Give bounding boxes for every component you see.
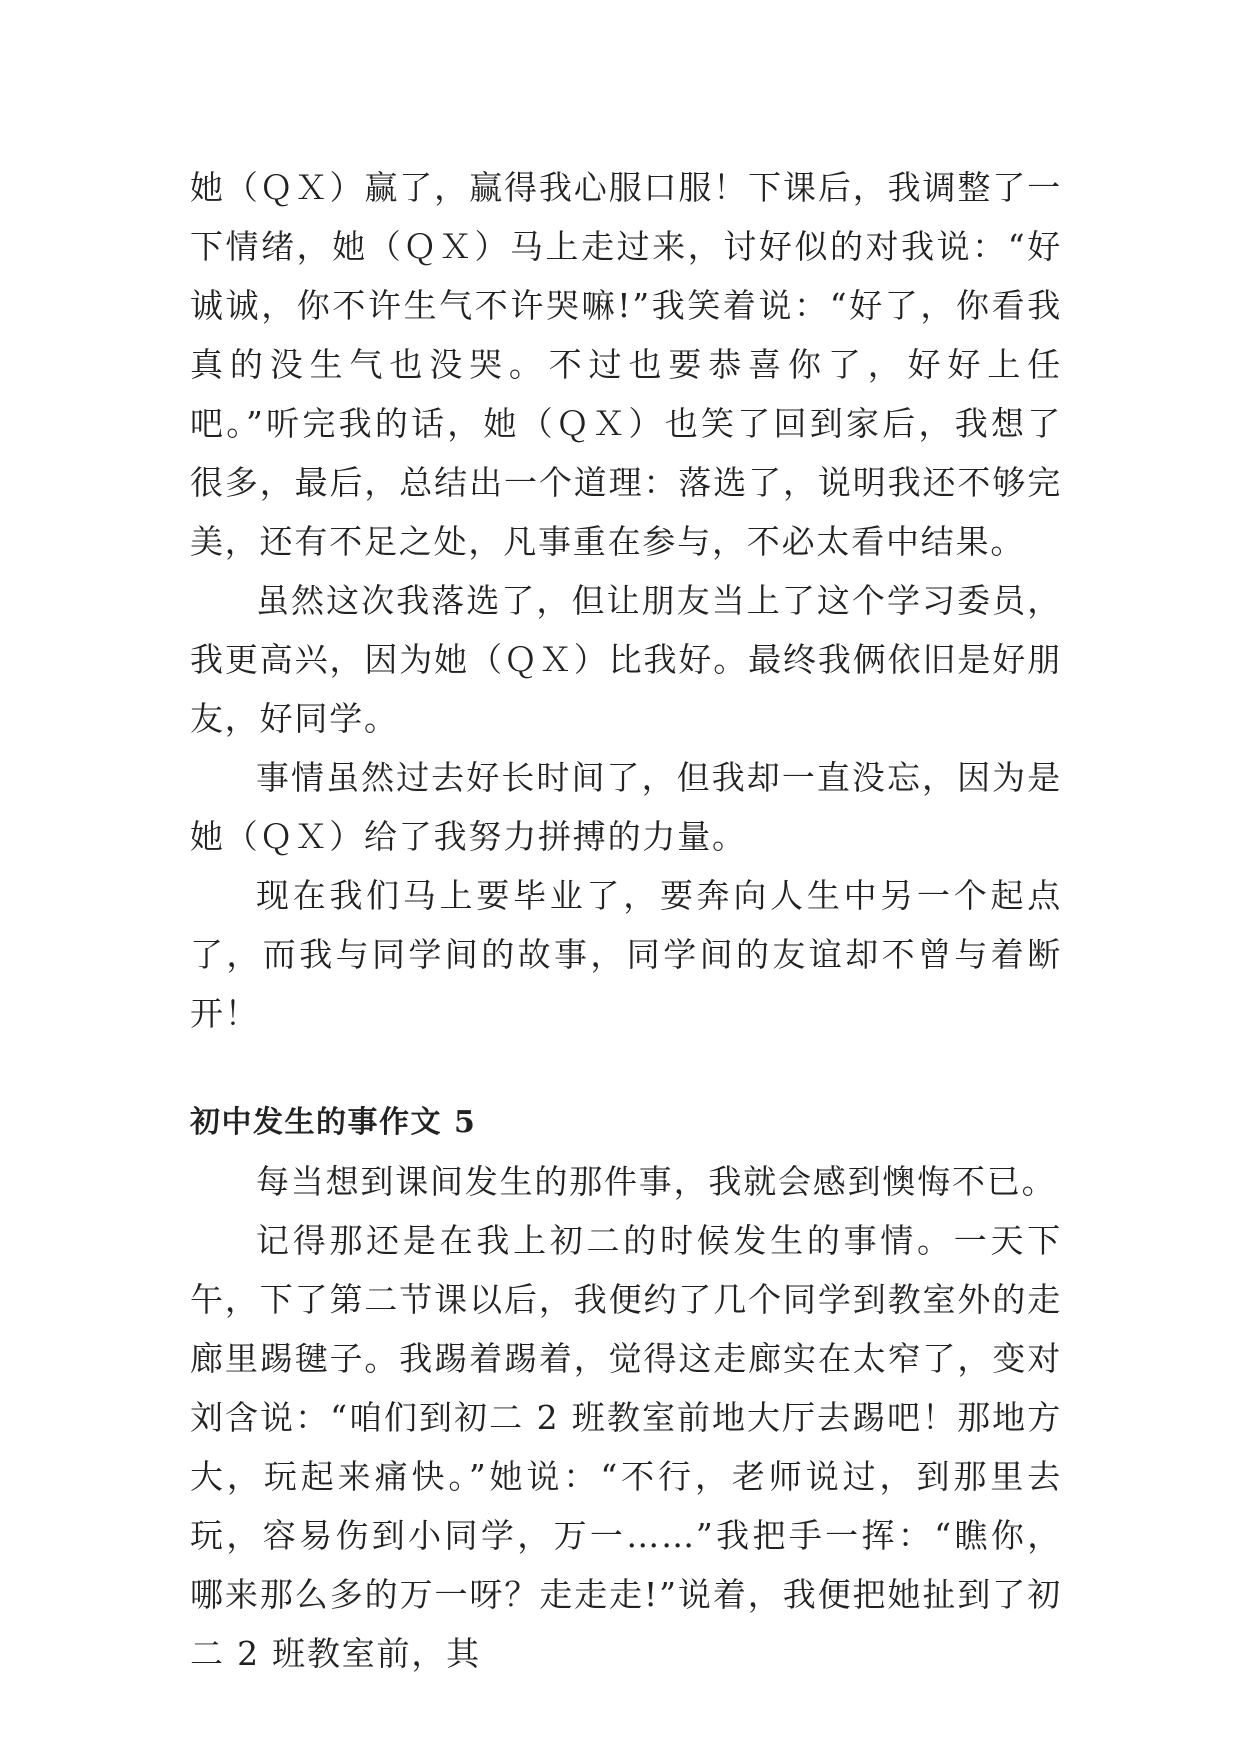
paragraph-4: 现在我们马上要毕业了，要奔向人生中另一个起点了，而我与同学间的故事，同学间的友谊却不曾与着断开！ [190,876,1062,1033]
paragraph-1: 她（ＱＸ）赢了，赢得我心服口服！下课后，我调整了一下情绪，她（ＱＸ）马上走过来，讨好似的对我说：“好诚诚，你不许生气不许哭嘛!”我笑着说：“好了，你看我真的没生气也没哭。不过也要恭喜你了，好好上任吧。”听完我的话，她（ＱＸ）也笑了回到家后，我想了很多，最后，总结出一个道理：落选了，说明我还不够完美，还有不足之处，凡事重在参与，不必太看中结果。 [190,168,1062,561]
paragraph-2: 虽然这次我落选了，但让朋友当上了这个学习委员，我更高兴，因为她（ＱＸ）比我好。最终我俩依旧是好朋友，好同学。 [190,581,1062,738]
document-body [190,158,1062,1683]
paragraph-3: 事情虽然过去好长时间了，但我却一直没忘，因为是她（ＱＸ）给了我努力拼搏的力量。 [190,758,1062,856]
section-title: 初中发生的事作文 5 [190,1105,477,1140]
paragraph-5: 每当想到课间发生的那件事，我就会感到懊悔不已。 [256,1162,1057,1201]
paragraph-6: 记得那还是在我上初二的时候发生的事情。一天下午，下了第二节课以后，我便约了几个同学到教室外的走廊里踢毽子。我踢着踢着，觉得这走廊实在太窄了，变对刘含说：“咱们到初二 2 班教室前地大厅去踢吧！那地方大，玩起来痛快。”她说：“不行，老师说过，到那里去玩，容易伤到小同学，万一……”我把手一挥：“瞧你，哪来那么多的万一呀？走走走!”说着，我便把她扯到了初二 2 班教室前，其 [190,1221,1062,1673]
